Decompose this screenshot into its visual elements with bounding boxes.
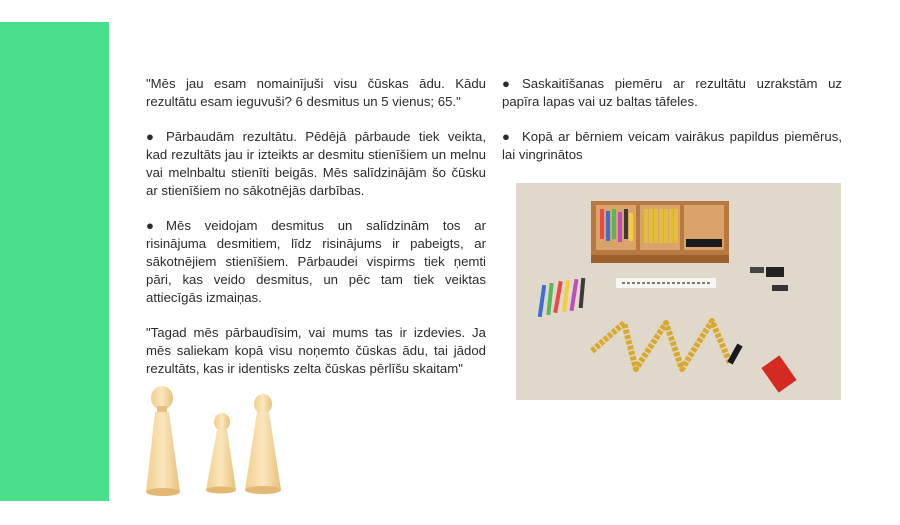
- wooden-cones-icon: [140, 380, 290, 500]
- bullet-dot: ●: [146, 129, 154, 144]
- bullet-text: Kopā ar bērniem veicam vairākus papildus piemērus, lai vingrinātos: [502, 129, 842, 162]
- bullet-dot: ●: [502, 76, 510, 91]
- photo-illustration: [516, 183, 841, 400]
- bullet-form-tens: [146, 217, 486, 307]
- bullet-text: Saskaitīšanas piemēru ar rezultātu uzrakstām uz papīra lapas vai uz baltas tāfeles.: [502, 76, 842, 109]
- bullet-text: Pārbaudām rezultātu. Pēdējā pārbaude tiek veikta, kad rezultāts jau ir izteikts ar desmitu stienīšiem un melnu vai melnbaltu stienīti beigās. Mēs salīdzinājām šo čūsku ar stienīšiem no sākotnējās darbības.: [146, 129, 486, 198]
- bullet-check-result: [146, 128, 486, 200]
- right-column: [502, 75, 842, 181]
- paragraph-verify: "Tagad mēs pārbaudīsim, vai mums tas ir izdevies. Ja mēs saliekam kopā visu noņemto čūskas ādu, tai jādod rezultāts, kas ir identisks zelta čūskas pērlīšu skaitam": [146, 325, 486, 376]
- accent-bar: [0, 22, 109, 501]
- bullet-text: Mēs veidojam desmitus un salīdzinām tos ar risinājuma desmitiem, līdz risinājums ir pabeigts, ar sākotnējiem stienīšiem. Pārbaudei vispirms tiek ņemti pāri, kas veido desmitus, un pēc tam tiek veiktas attiecīgās izmaiņas.: [146, 218, 486, 305]
- paragraph-intro: "Mēs jau esam nomainījuši visu čūskas ādu. Kādu rezultātu esam ieguvuši? 6 desmitus un 5 vienus; 65.": [146, 76, 486, 109]
- bullet-dot: ●: [502, 129, 510, 144]
- left-column: [146, 75, 486, 395]
- photo-bead-materials: [516, 183, 841, 400]
- bullet-write-example: [502, 75, 842, 111]
- bullet-dot: ●: [146, 218, 154, 233]
- bullet-extra-examples: [502, 128, 842, 164]
